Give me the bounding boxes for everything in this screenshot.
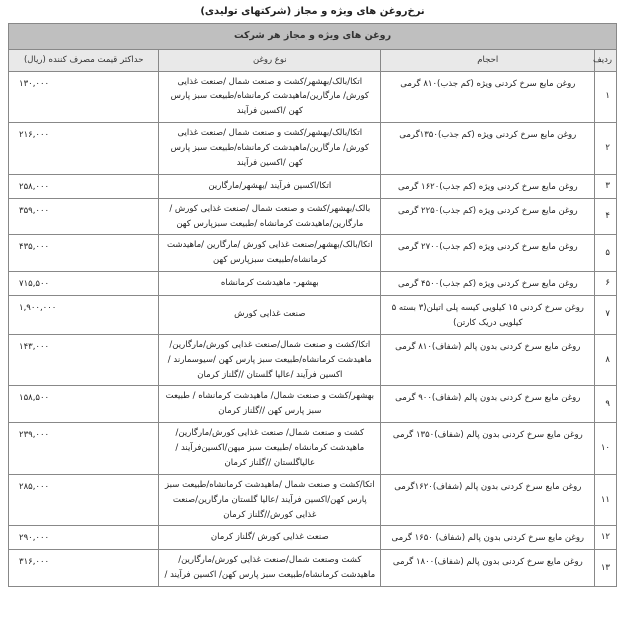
row-type: کشت وصنعت شمال/صنعت غذایی کورش/مارگارین/ ماهیدشت کرمانشاه/طبیعت سبز پارس کهن/ اکسین فرآیند / <box>159 550 381 587</box>
table-row <box>9 334 617 386</box>
row-index: ۸ <box>595 334 617 386</box>
row-index: ۶ <box>595 272 617 296</box>
row-volume: روغن مایع سرخ کردنی بدون پالم (شفاف)۱۶۲۰گرمی <box>381 474 595 526</box>
row-price: ۲۱۶,۰۰۰ <box>9 123 159 175</box>
table-row <box>9 198 617 235</box>
table-row <box>9 123 617 175</box>
row-volume: روغن سرخ کردنی ۱۵ کیلویی کیسه پلی اتیلن(۳ بسته ۵ کیلویی دریک کارتن) <box>381 296 595 335</box>
table-row <box>9 235 617 272</box>
row-volume: روغن مایع سرخ کردنی ویژه (کم جذب)۲۲۵۰ گرمی <box>381 198 595 235</box>
row-volume: روغن مایع سرخ کردنی بدون پالم (شفاف) ۱۶۵۰ گرمی <box>381 526 595 550</box>
table-title: روغن های ویژه و مجاز هر شرکت <box>9 24 617 50</box>
table-row <box>9 174 617 198</box>
row-price: ۳۱۶,۰۰۰ <box>9 550 159 587</box>
table-row <box>9 272 617 296</box>
row-type: کشت و صنعت شمال/ صنعت غذایی کورش/مارگارین/ ماهیدشت کرمانشاه /طبیعت سبز میهن/اکسین‌فرآیند / عالیاگلستان //گلناز کرمان <box>159 423 381 475</box>
row-type: اتکا/بالک/بهشهر/کشت و صنعت شمال /صنعت غذایی کورش/ مارگارین/ماهیدشت کرمانشاه/طبیعت سبز پارس کهن /اکسین فرآیند <box>159 71 381 123</box>
table-row <box>9 71 617 123</box>
row-type: بالک/بهشهر/کشت و صنعت شمال /صنعت غذایی کورش / مارگارین/ماهیدشت کرمانشاه /طبیعت سبزپارس کهن <box>159 198 381 235</box>
row-price: ۱,۹۰۰,۰۰۰ <box>9 296 159 335</box>
header-volume: احجام <box>381 49 595 71</box>
row-volume: روغن مایع سرخ کردنی بدون پالم (شفاف)۸۱۰ گرمی <box>381 334 595 386</box>
table-row <box>9 423 617 475</box>
row-price: ۱۴۳,۰۰۰ <box>9 334 159 386</box>
row-type: اتکا/بالک/بهشهر/صنعت غذایی کورش /مارگارین /ماهیدشت کرمانشاه/طبیعت سبزپارس کهن <box>159 235 381 272</box>
row-price: ۷۱۵,۵۰۰ <box>9 272 159 296</box>
row-volume: روغن مایع سرخ کردنی ویژه (کم جذب)۲۷۰۰ گرمی <box>381 235 595 272</box>
row-index: ۴ <box>595 198 617 235</box>
row-price: ۲۸۵,۰۰۰ <box>9 474 159 526</box>
row-price: ۱۵۸,۵۰۰ <box>9 386 159 423</box>
row-index: ۱ <box>595 71 617 123</box>
row-price: ۳۵۹,۰۰۰ <box>9 198 159 235</box>
table-row <box>9 474 617 526</box>
row-price: ۲۳۹,۰۰۰ <box>9 423 159 475</box>
table-header-row <box>9 49 617 71</box>
row-price: ۲۵۸,۰۰۰ <box>9 174 159 198</box>
table-row <box>9 526 617 550</box>
row-type: صنعت غذایی کورش /گلناز کرمان <box>159 526 381 550</box>
row-index: ۱۲ <box>595 526 617 550</box>
price-table <box>8 23 617 587</box>
row-volume: روغن مایع سرخ کردنی ویژه (کم جذب)۴۵۰۰ گرمی <box>381 272 595 296</box>
row-volume: روغن مایع سرخ کردنی ویژه (کم جذب)۱۶۲۰ گرمی <box>381 174 595 198</box>
row-type: اتکا/کشت و صنعت شمال /ماهیدشت کرمانشاه/طبیعت سبز پارس کهن/اکسین فرآیند /عالیا گلستان مارگارین/صنعت غذایی کورش//گلناز کرمان <box>159 474 381 526</box>
row-volume: روغن مایع سرخ کردنی ویژه (کم جذب)۱۳۵۰گرمی <box>381 123 595 175</box>
row-type: اتکا/بالک/بهشهر/کشت و صنعت شمال /صنعت غذایی کورش/ مارگارین/ماهیدشت کرمانشاه/طبیعت سبز پارس کهن /اکسین فرآیند <box>159 123 381 175</box>
row-index: ۲ <box>595 123 617 175</box>
row-type: بهشهر/کشت و صنعت شمال/ ماهیدشت کرمانشاه / طبیعت سبز پارس کهن //گلناز کرمان <box>159 386 381 423</box>
row-type: بهشهر- ماهیدشت کرمانشاه <box>159 272 381 296</box>
table-row <box>9 550 617 587</box>
row-index: ۱۳ <box>595 550 617 587</box>
row-type: اتکا/اکسین فرآیند /بهشهر/مارگارین <box>159 174 381 198</box>
row-index: ۵ <box>595 235 617 272</box>
row-price: ۲۹۰,۰۰۰ <box>9 526 159 550</box>
row-index: ۷ <box>595 296 617 335</box>
row-volume: روغن مایع سرخ کردنی بدون پالم (شفاف)۹۰۰ گرمی <box>381 386 595 423</box>
header-index: ردیف <box>595 49 617 71</box>
row-index: ۱۱ <box>595 474 617 526</box>
row-price: ۴۳۵,۰۰۰ <box>9 235 159 272</box>
row-index: ۱۰ <box>595 423 617 475</box>
header-price: حداکثر قیمت مصرف کننده (ریال) <box>9 49 159 71</box>
row-volume: روغن مایع سرخ کردنی بدون پالم (شفاف)۱۳۵۰ گرمی <box>381 423 595 475</box>
row-volume: روغن مایع سرخ کردنی ویژه (کم جذب)۸۱۰ گرمی <box>381 71 595 123</box>
row-index: ۹ <box>595 386 617 423</box>
table-title-row <box>9 24 617 50</box>
row-price: ۱۳۰,۰۰۰ <box>9 71 159 123</box>
row-type: صنعت غذایی کورش <box>159 296 381 335</box>
row-type: اتکا/کشت و صنعت شمال/صنعت غذایی کورش/مارگارین/ ماهیدشت کرمانشاه/طبیعت سبز پارس کهن /سیوسمارند / اکسین فرآیند /عالیا گلستان //گلناز کرمان <box>159 334 381 386</box>
header-type: نوع روغن <box>159 49 381 71</box>
row-volume: روغن مایع سرخ کردنی بدون پالم (شفاف)۱۸۰۰ گرمی <box>381 550 595 587</box>
table-row <box>9 296 617 335</box>
document-title: نرخ‌روغن های ویژه و مجاز (شرکتهای تولیدی) <box>200 6 425 17</box>
row-index: ۳ <box>595 174 617 198</box>
table-row <box>9 386 617 423</box>
